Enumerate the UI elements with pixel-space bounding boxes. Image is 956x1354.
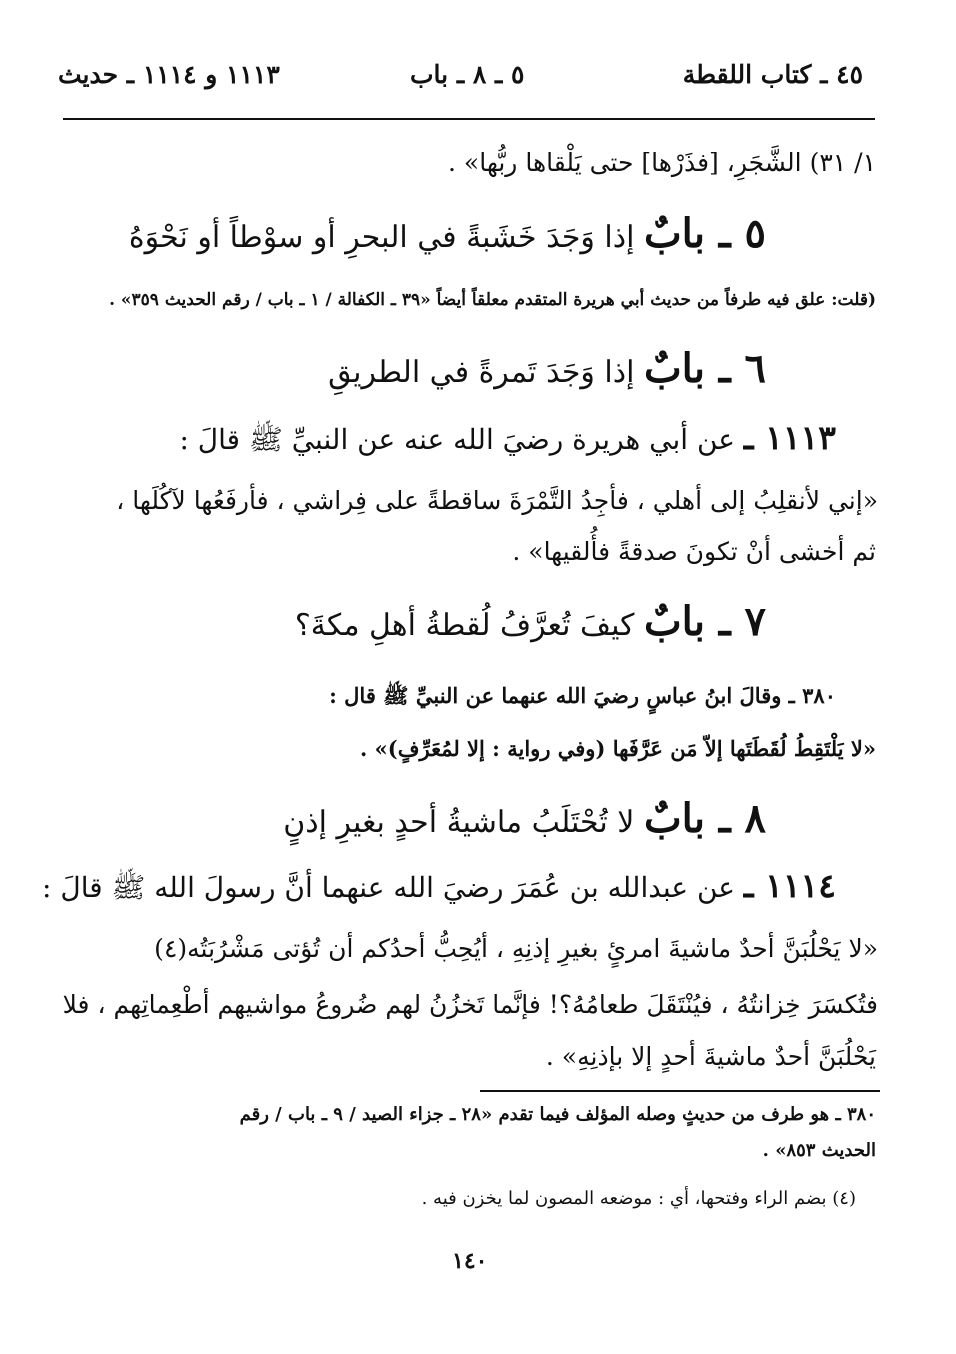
hadith-1114-intro bbox=[42, 866, 836, 911]
hadith-1113-text-1: «إني لأنقلِبُ إلى أهلي ، فأجِدُ التَّمْرَةَ ساقطةً على فِراشي ، فأرفَعُها لآكُلَها ، bbox=[116, 486, 878, 515]
hadith-number-1114: ١١١٤ ـ bbox=[743, 866, 836, 905]
footnote-4: (٤) بضم الراء وفتحها، أي : موضعه المصون لما يخزن فيه . bbox=[421, 1188, 856, 1209]
chapter-title-6: إذا وَجَدَ تَمرةً في الطريقِ bbox=[328, 355, 635, 390]
continuation-line: ١/ ٣١) الشَّجَرِ، [فذَرْها] حتى يَلْقاها ربُّها» . bbox=[448, 148, 876, 177]
hadith-1113-chain: عن أبي هريرة رضيَ الله عنه عن النبيِّ ﷺ قالَ : bbox=[179, 423, 736, 456]
chapter-number-8: ٨ ـ بابٌ bbox=[643, 795, 766, 842]
hadith-1113-intro bbox=[179, 418, 836, 463]
hadith-number-1113: ١١١٣ ـ bbox=[743, 418, 836, 457]
footnote-380-line-2: الحديث ٨٥٣» . bbox=[762, 1140, 876, 1161]
running-header-chapter: ٥ ـ ٨ ـ باب bbox=[410, 60, 525, 89]
chapter-heading-7 bbox=[295, 598, 766, 645]
footnote-380-line-1: ٣٨٠ ـ هو طرف من حديثٍ وصله المؤلف فيما تقدم «٢٨ ـ جزاء الصيد / ٩ ـ باب / رقم bbox=[239, 1104, 876, 1125]
chapter-title-7: كيفَ تُعرَّفُ لُقطةُ أهلِ مكةَ؟ bbox=[294, 608, 635, 643]
hadith-1114-chain: عن عبدالله بن عُمَرَ رضيَ الله عنهما أنَّ رسولَ الله ﷺ قالَ : bbox=[42, 871, 736, 904]
editor-note: (قلت: علق فيه طرفاً من حديث أبي هريرة المتقدم معلقاً أيضاً «٣٩ ـ الكفالة / ١ ـ باب / رقم الحديث ٣٥٩» . bbox=[109, 290, 876, 310]
running-header-hadith: ١١١٣ و ١١١٤ ـ حديث bbox=[58, 60, 280, 89]
chapter-number-7: ٧ ـ بابٌ bbox=[643, 598, 766, 645]
chapter-number-5: ٥ ـ بابٌ bbox=[643, 210, 766, 257]
hadith-1114-text-2: فتُكسَرَ خِزانتُهُ ، فيُنْتَقَلَ طعامُهُ؟! فإنَّما تَخزُنُ لهم ضُروعُ مواشيهم أطْعِماتِهم ، فلا bbox=[62, 990, 878, 1019]
hadith-1114-text-1: «لا يَحْلُبَنَّ أحدٌ ماشيةَ امرئٍ بغيرِ إذنِهِ ، أيُحِبُّ أحدُكم أن تُؤتى مَشْرُبَتُه(٤) bbox=[154, 934, 878, 963]
hadith-1114-text-3: يَحْلُبَنَّ أحدٌ ماشيةَ أحدٍ إلا بإذنِهِ» . bbox=[545, 1042, 876, 1071]
footnote-rule bbox=[480, 1090, 880, 1092]
chapter-heading-8 bbox=[283, 795, 766, 842]
hadith-380-text: «لا يَلْتَقِطُ لُقَطَتَها إلاّ مَن عَرَّفَها (وفي رواية : إلا لمُعَرِّفٍ)» . bbox=[360, 736, 876, 761]
hadith-1113-text-2: ثم أخشى أنْ تكونَ صدقةً فأُلقيها» . bbox=[512, 537, 876, 566]
chapter-title-8: لا تُحْتَلَبُ ماشيةُ أحدٍ بغيرِ إذنٍ bbox=[283, 805, 635, 840]
chapter-heading-6 bbox=[328, 345, 766, 392]
chapter-number-6: ٦ ـ بابٌ bbox=[643, 345, 766, 392]
hadith-380-intro: ٣٨٠ ـ وقالَ ابنُ عباسٍ رضيَ الله عنهما عن النبيِّ ﷺ قال : bbox=[329, 683, 836, 708]
page-number: ١٤٠ bbox=[452, 1248, 488, 1274]
chapter-title-5: إذا وَجَدَ خَشَبةً في البحرِ أو سوْطاً أو نَحْوَهُ bbox=[128, 220, 635, 255]
chapter-heading-5 bbox=[129, 210, 766, 257]
header-rule bbox=[63, 118, 875, 120]
running-header-book: ٤٥ ـ كتاب اللقطة bbox=[682, 60, 863, 89]
